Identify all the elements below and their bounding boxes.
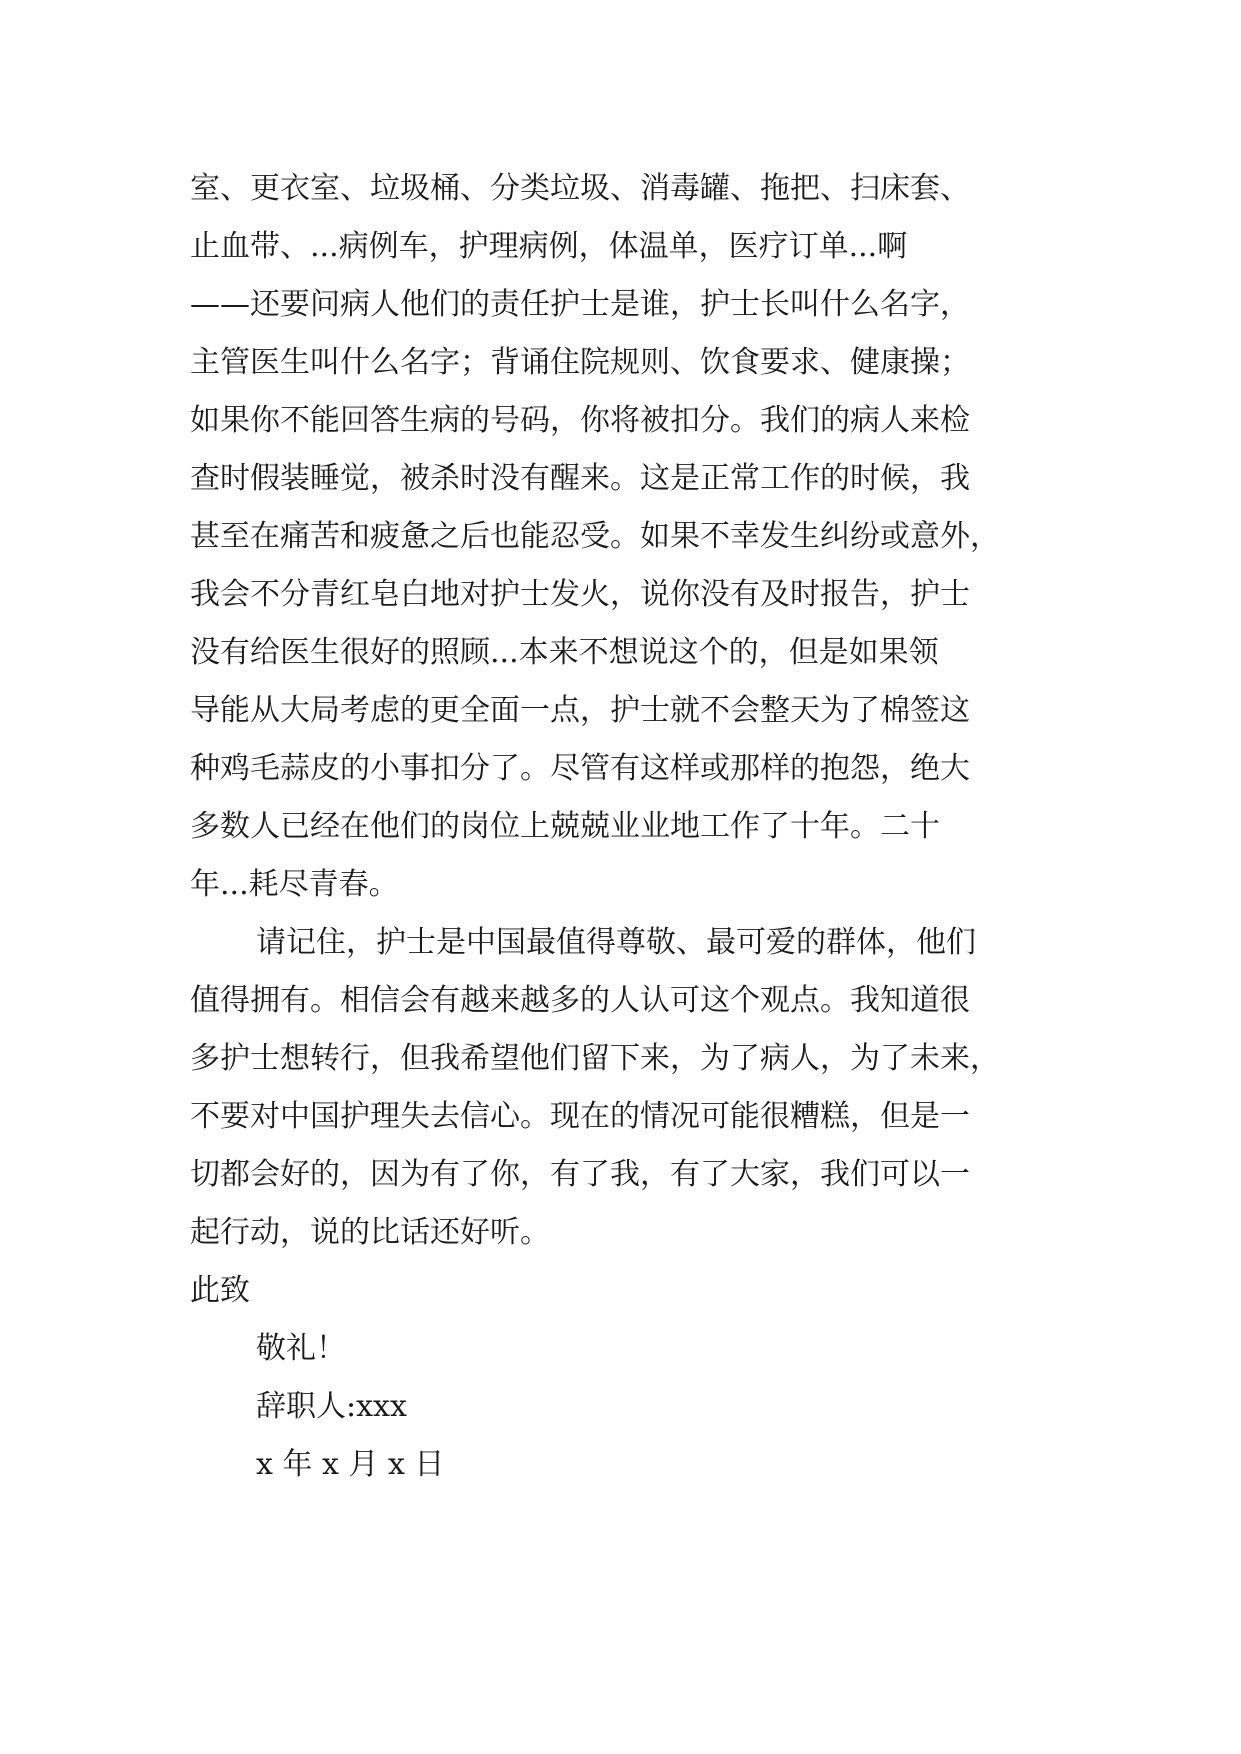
salutation: 敬礼！	[256, 1331, 346, 1366]
text-line: 不要对中国护理失去信心。现在的情况可能很糟糕，但是一	[190, 1099, 970, 1134]
text-line: 甚至在痛苦和疲惫之后也能忍受。如果不幸发生纠纷或意外，	[190, 519, 1000, 554]
closing-phrase: 此致	[190, 1273, 250, 1308]
text-line: 切都会好的，因为有了你，有了我，有了大家，我们可以一	[190, 1157, 970, 1192]
text-line: 种鸡毛蒜皮的小事扣分了。尽管有这样或那样的抱怨，绝大	[190, 751, 970, 786]
text-line: 主管医生叫什么名字；背诵住院规则、饮食要求、健康操；	[190, 345, 970, 380]
text-line: 年...耗尽青春。	[190, 867, 399, 902]
text-line: 查时假装睡觉，被杀时没有醒来。这是正常工作的时候，我	[190, 461, 970, 496]
text-line: 值得拥有。相信会有越来越多的人认可这个观点。我知道很	[190, 983, 970, 1018]
text-line: 没有给医生很好的照顾...本来不想说这个的，但是如果领	[190, 635, 939, 670]
text-line: 导能从大局考虑的更全面一点，护士就不会整天为了棉签这	[190, 693, 970, 728]
text-line: 多护士想转行，但我希望他们留下来，为了病人，为了未来，	[190, 1041, 1000, 1076]
text-line: 我会不分青红皂白地对护士发火，说你没有及时报告，护士	[190, 577, 970, 612]
letter-body	[190, 160, 1070, 1494]
date: x 年 x 月 x 日	[256, 1447, 445, 1482]
text-line: 如果你不能回答生病的号码，你将被扣分。我们的病人来检	[190, 403, 970, 438]
text-line: ——还要问病人他们的责任护士是谁，护士长叫什么名字，	[190, 287, 970, 322]
text-line: 起行动，说的比话还好听。	[190, 1215, 550, 1250]
text-line: 多数人已经在他们的岗位上兢兢业业地工作了十年。二十	[190, 809, 940, 844]
text-line: 请记住，护士是中国最值得尊敬、最可爱的群体，他们	[256, 925, 976, 960]
signature: 辞职人:xxx	[256, 1389, 407, 1424]
text-line: 止血带、...病例车，护理病例，体温单，医疗订单...啊	[190, 229, 908, 264]
text-line: 室、更衣室、垃圾桶、分类垃圾、消毒罐、拖把、扫床套、	[190, 171, 970, 206]
